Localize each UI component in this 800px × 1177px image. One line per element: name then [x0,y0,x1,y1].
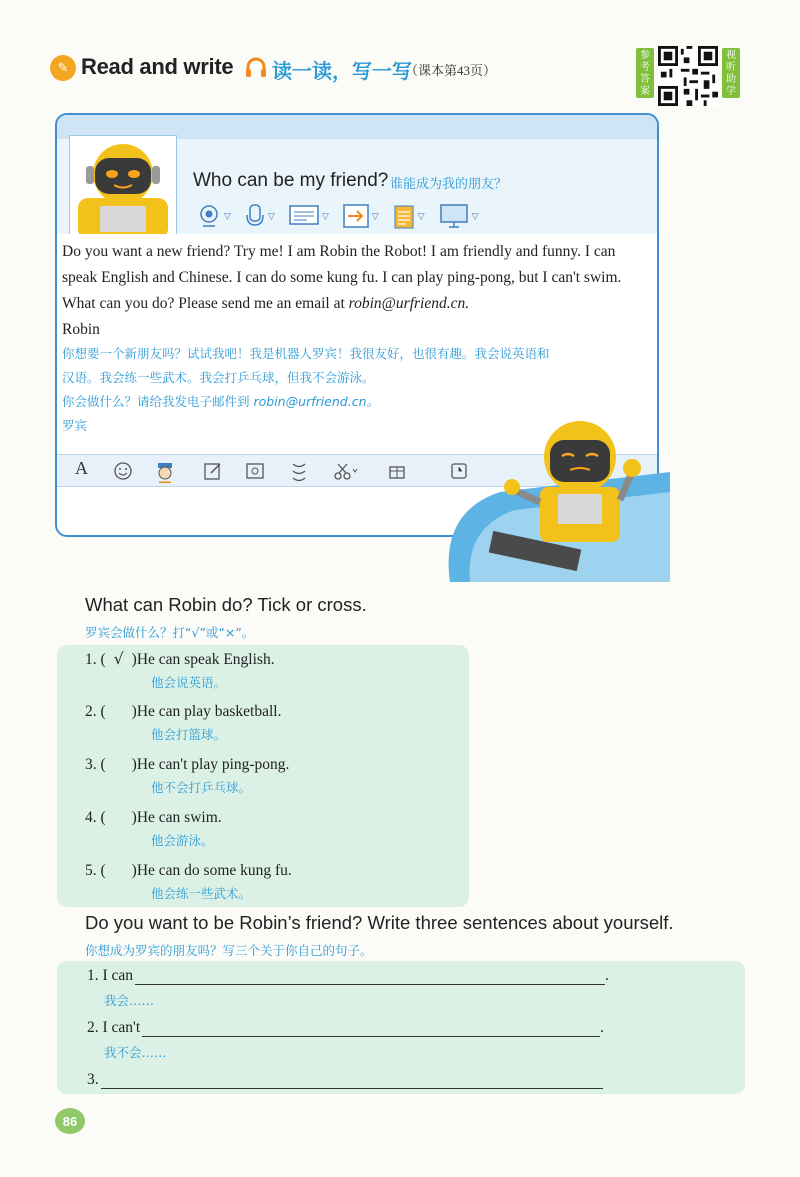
microphone-icon [245,203,265,229]
textbook-reference: （课本第43页） [405,63,497,78]
section-title-cn: 读一读，写一写 [272,61,412,83]
message-button[interactable] [289,204,337,228]
page-number: 86 [55,1108,85,1134]
message-icon [289,204,319,228]
screen-share-button[interactable] [439,203,487,229]
email-address-cn[interactable]: robin@urfriend.cn。 [253,394,379,409]
emoji-icon[interactable] [113,461,133,481]
chevron-down-icon[interactable]: ▽ [417,210,425,221]
part1-title-cn: 罗宾会做什么？打“√”或“×”。 [85,625,255,640]
gift-icon[interactable] [387,461,407,481]
list-item: 2. I can't . 我不会…… [87,1019,605,1060]
user-face-icon[interactable] [155,461,175,483]
message-line-cn: 汉语。我会练一些武术。我会打乒乓球，但我不会游泳。 [62,370,375,385]
chat-question-cn: 谁能成为我的朋友？ [390,177,508,192]
image-icon[interactable] [245,461,265,481]
part2-writing-list [87,967,647,1101]
answer-line[interactable] [135,968,605,985]
signature-cn: 罗宾 [62,418,88,433]
answer-line[interactable] [142,1020,600,1037]
font-button[interactable]: A [75,458,88,478]
message-line: Do you want a new friend? Try me! I am Robin the Robot! I am friendly and funny. I can [62,243,616,260]
message-line: What can you do? Please send me an email at robin@urfriend.cn. [62,295,470,312]
part2-title: Do you want to be Robin’s friend? Write three sentences about yourself. [85,912,674,933]
scissors-icon[interactable] [333,461,359,481]
shake-icon[interactable] [289,461,309,483]
list-item: 2. ( )He can play basketball. 他会打篮球。 [85,703,282,742]
chevron-down-icon[interactable]: ▽ [267,210,275,221]
chat-question: Who can be my friend? [193,170,389,191]
microphone-button[interactable] [245,203,283,229]
answer-blank[interactable]: √ [113,650,124,668]
section-title: Read and write [81,54,234,79]
part1-question-list [85,650,465,915]
signature: Robin [62,321,100,338]
message-line-cn: 你想要一个新朋友吗？试试我吧！我是机器人罗宾！我很友好，也很有趣。我会说英语和 [62,346,550,361]
webcam-button[interactable] [197,204,239,228]
list-item: 1. I can . 我会…… [87,967,609,1008]
headphone-icon [244,56,268,80]
notes-button[interactable] [393,203,433,229]
list-item: 1. ( √ )He can speak English. 他会说英语。 [85,650,275,690]
chevron-down-icon[interactable]: ▽ [321,210,329,221]
send-arrow-icon [343,204,369,228]
list-item: 3. [87,1071,647,1101]
webcam-icon [197,204,221,228]
message-line: speak English and Chinese. I can do some kung fu. I can play ping-pong, but I can't swim. [62,269,622,286]
chevron-down-icon[interactable]: ▽ [471,210,479,221]
list-item: 3. ( )He can't play ping-pong. 他不会打乒乓球。 [85,756,290,795]
chevron-down-icon[interactable]: ▽ [224,210,231,221]
qr-label-answers: 参考答案 [636,48,654,98]
robot-illustration [500,412,660,542]
robot-avatar [69,135,177,240]
chevron-down-icon[interactable]: ▽ [371,210,379,221]
edit-icon[interactable] [203,461,223,481]
email-address[interactable]: robin@urfriend.cn. [348,295,470,312]
chat-toolbar-top [197,201,487,231]
read-write-icon: ✎ [50,55,76,81]
list-item: 5. ( )He can do some kung fu. 他会练一些武术。 [85,862,292,901]
send-file-button[interactable] [343,204,387,228]
part1-title: What can Robin do? Tick or cross. [85,594,367,615]
message-line-cn: 你会做什么？请给我发电子邮件到 robin@urfriend.cn。 [62,394,379,409]
list-item: 4. ( )He can swim. 他会游泳。 [85,809,222,848]
monitor-icon [439,203,469,229]
qr-code-icon[interactable] [658,46,718,106]
answer-line[interactable] [101,1072,603,1089]
notepad-icon [393,203,415,229]
part2-title-cn: 你想成为罗宾的朋友吗？写三个关于你自己的句子。 [85,943,373,958]
qr-label-audio: 视听助学 [722,48,740,98]
message-text-en [62,239,659,343]
